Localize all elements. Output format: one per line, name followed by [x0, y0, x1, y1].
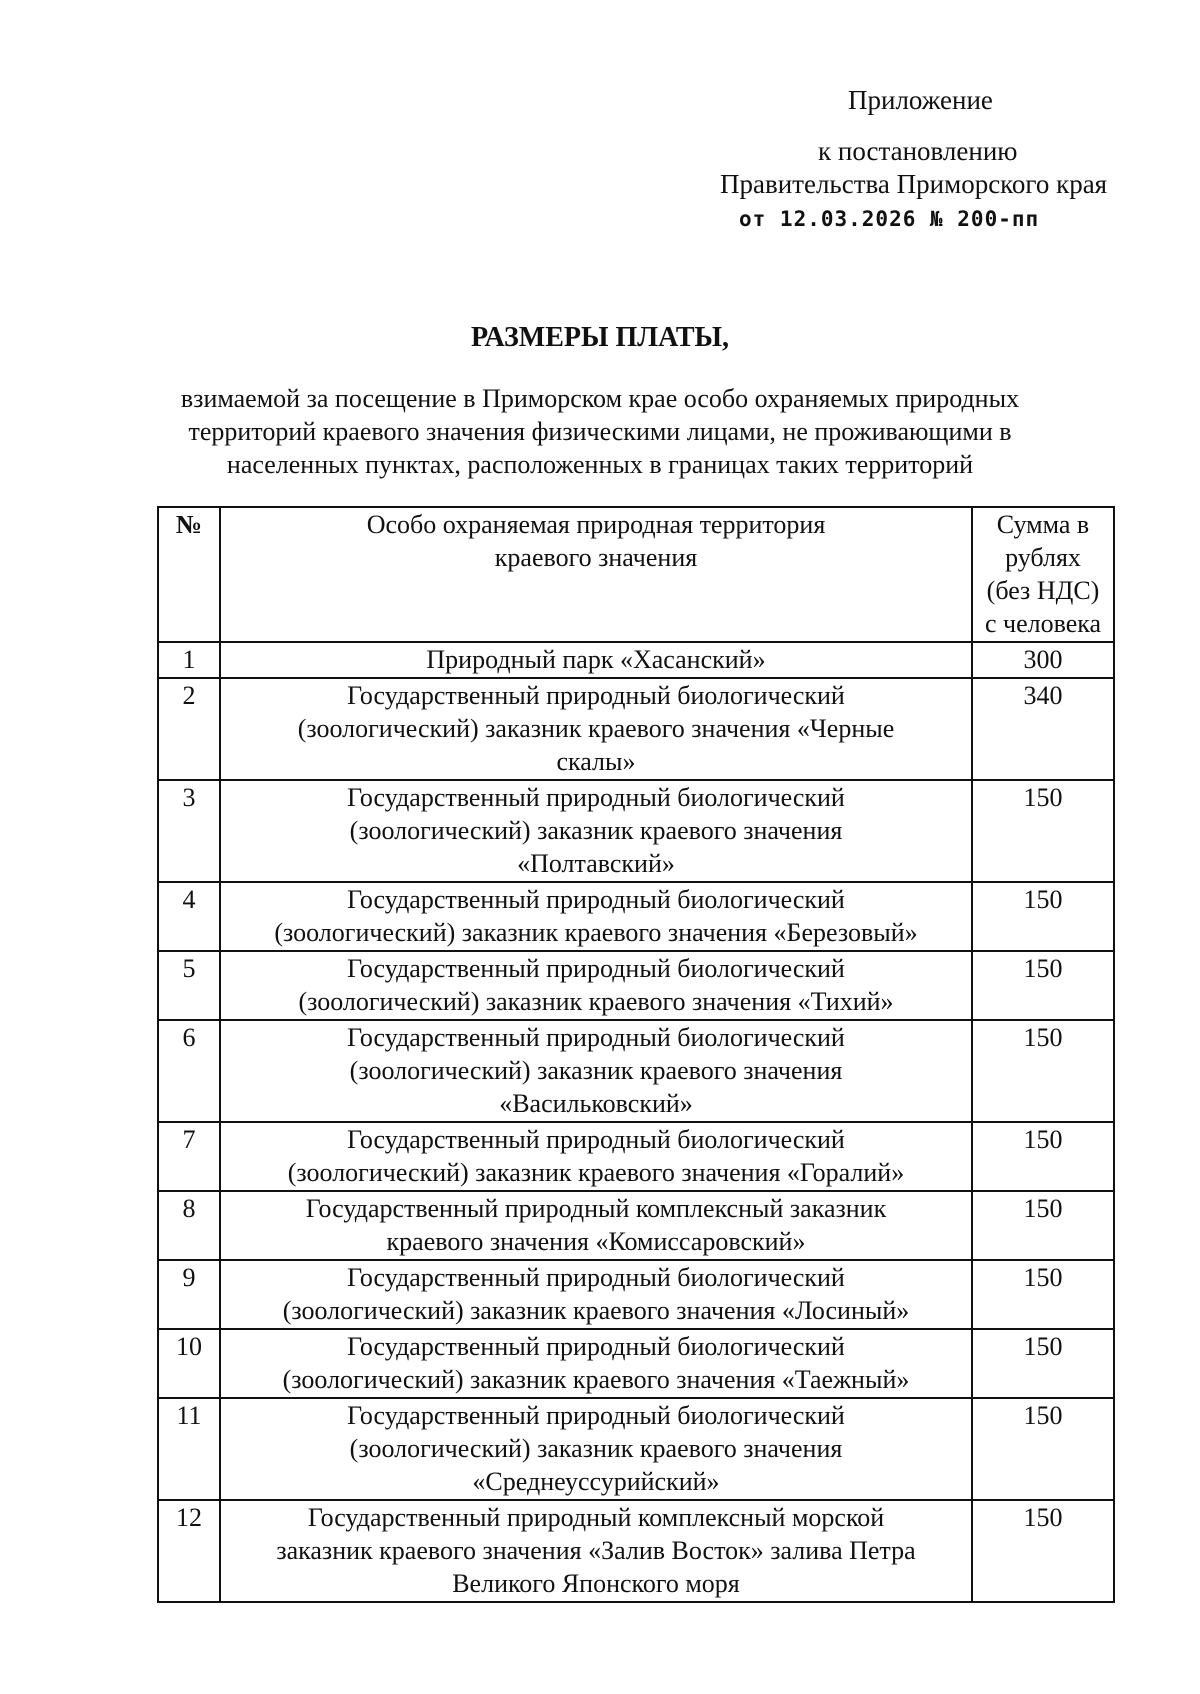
territory-line: (зоологический) заказник краевого значения «Березовый» — [274, 918, 918, 947]
row-territory — [220, 642, 972, 678]
row-number: 10 — [158, 1329, 220, 1398]
header-sum-line: рублях — [1005, 543, 1081, 572]
table-row — [158, 1191, 1114, 1260]
row-territory — [220, 678, 972, 780]
territory-line: Государственный природный биологический — [347, 1401, 845, 1430]
territory-line: Государственный природный биологический — [347, 1332, 845, 1361]
document-subtitle — [150, 382, 1050, 481]
table-row — [158, 780, 1114, 882]
row-territory — [220, 1020, 972, 1122]
territory-line: Государственный природный биологический — [347, 1263, 845, 1292]
table-row — [158, 1260, 1114, 1329]
row-territory — [220, 1122, 972, 1191]
row-sum: 150 — [972, 1500, 1114, 1602]
row-territory — [220, 1260, 972, 1329]
territory-line: (зоологический) заказник краевого значения «Горалий» — [287, 1158, 905, 1187]
row-territory — [220, 1191, 972, 1260]
header-territory-line: Особо охраняемая природная территория — [366, 510, 826, 539]
document-title: РАЗМЕРЫ ПЛАТЫ, — [470, 322, 730, 353]
territory-line: «Полтавский» — [517, 849, 675, 878]
table-row — [158, 678, 1114, 780]
subtitle-line: населенных пунктах, расположенных в границах таких территорий — [226, 450, 974, 479]
row-territory — [220, 882, 972, 951]
table-row — [158, 642, 1114, 678]
row-number: 9 — [158, 1260, 220, 1329]
appendix-label: Приложение — [848, 85, 993, 115]
row-number: 5 — [158, 951, 220, 1020]
row-sum: 150 — [972, 1122, 1114, 1191]
row-sum: 150 — [972, 1020, 1114, 1122]
territory-line: Государственный природный биологический — [347, 1023, 845, 1052]
table-header-row — [158, 507, 1114, 642]
row-sum: 150 — [972, 1329, 1114, 1398]
table-body — [158, 642, 1114, 1602]
header-territory — [220, 507, 972, 642]
row-territory — [220, 1398, 972, 1500]
row-sum: 150 — [972, 780, 1114, 882]
territory-line: Государственный природный комплексный морской — [307, 1503, 885, 1532]
territory-line: Государственный природный биологический — [347, 681, 845, 710]
header-territory-line: краевого значения — [494, 543, 698, 572]
row-sum: 150 — [972, 1260, 1114, 1329]
territory-line: (зоологический) заказник краевого значения — [349, 1056, 843, 1085]
subtitle-line: взимаемой за посещение в Приморском крае особо охраняемых природных — [180, 384, 1020, 413]
table-row — [158, 1020, 1114, 1122]
appendix-date-number: от 12.03.2026 № 200-пп — [739, 207, 1040, 231]
table-row — [158, 882, 1114, 951]
row-number: 11 — [158, 1398, 220, 1500]
territory-line: (зоологический) заказник краевого значения «Черные — [297, 714, 895, 743]
territory-line: (зоологический) заказник краевого значения «Таежный» — [282, 1365, 910, 1394]
territory-line: Великого Японского моря — [452, 1569, 740, 1598]
row-number: 2 — [158, 678, 220, 780]
territory-line: Государственный природный комплексный заказник — [305, 1194, 887, 1223]
fees-table — [157, 506, 1115, 1603]
header-number: № — [158, 507, 220, 642]
row-sum: 340 — [972, 678, 1114, 780]
header-sum — [972, 507, 1114, 642]
table-row — [158, 951, 1114, 1020]
row-number: 7 — [158, 1122, 220, 1191]
row-territory — [220, 951, 972, 1020]
row-sum: 150 — [972, 951, 1114, 1020]
row-number: 12 — [158, 1500, 220, 1602]
territory-line: (зоологический) заказник краевого значения — [349, 816, 843, 845]
appendix-block — [718, 84, 1138, 236]
row-number: 8 — [158, 1191, 220, 1260]
table-row — [158, 1398, 1114, 1500]
territory-line: (зоологический) заказник краевого значения «Тихий» — [298, 987, 894, 1016]
territory-line: Государственный природный биологический — [347, 954, 845, 983]
row-sum: 300 — [972, 642, 1114, 678]
row-sum: 150 — [972, 1398, 1114, 1500]
row-number: 3 — [158, 780, 220, 882]
row-number: 4 — [158, 882, 220, 951]
territory-line: заказник краевого значения «Залив Восток» залива Петра — [276, 1536, 916, 1565]
row-territory — [220, 1329, 972, 1398]
territory-line: «Среднеуссурийский» — [472, 1467, 720, 1496]
row-number: 1 — [158, 642, 220, 678]
territory-line: краевого значения «Комиссаровский» — [386, 1227, 806, 1256]
table-row — [158, 1122, 1114, 1191]
row-territory — [220, 780, 972, 882]
territory-line: (зоологический) заказник краевого значения — [349, 1434, 843, 1463]
territory-line: (зоологический) заказник краевого значения «Лосиный» — [282, 1296, 910, 1325]
appendix-authority: Правительства Приморского края — [720, 169, 1108, 199]
territory-line: «Васильковский» — [499, 1089, 693, 1118]
header-sum-line: с человека — [984, 609, 1102, 638]
territory-line: Государственный природный биологический — [347, 783, 845, 812]
row-number: 6 — [158, 1020, 220, 1122]
table-row — [158, 1329, 1114, 1398]
row-sum: 150 — [972, 1191, 1114, 1260]
subtitle-line: территорий краевого значения физическими лицами, не проживающими в — [188, 417, 1012, 446]
territory-line: Государственный природный биологический — [347, 1125, 845, 1154]
row-sum: 150 — [972, 882, 1114, 951]
territory-line: Природный парк «Хасанский» — [426, 645, 766, 674]
table-row — [158, 1500, 1114, 1602]
territory-line: Государственный природный биологический — [347, 885, 845, 914]
header-sum-line: Сумма в — [996, 510, 1090, 539]
territory-line: скалы» — [556, 747, 636, 776]
row-territory — [220, 1500, 972, 1602]
header-sum-line: (без НДС) — [986, 576, 1100, 605]
appendix-reference: к постановлению — [818, 136, 1018, 166]
